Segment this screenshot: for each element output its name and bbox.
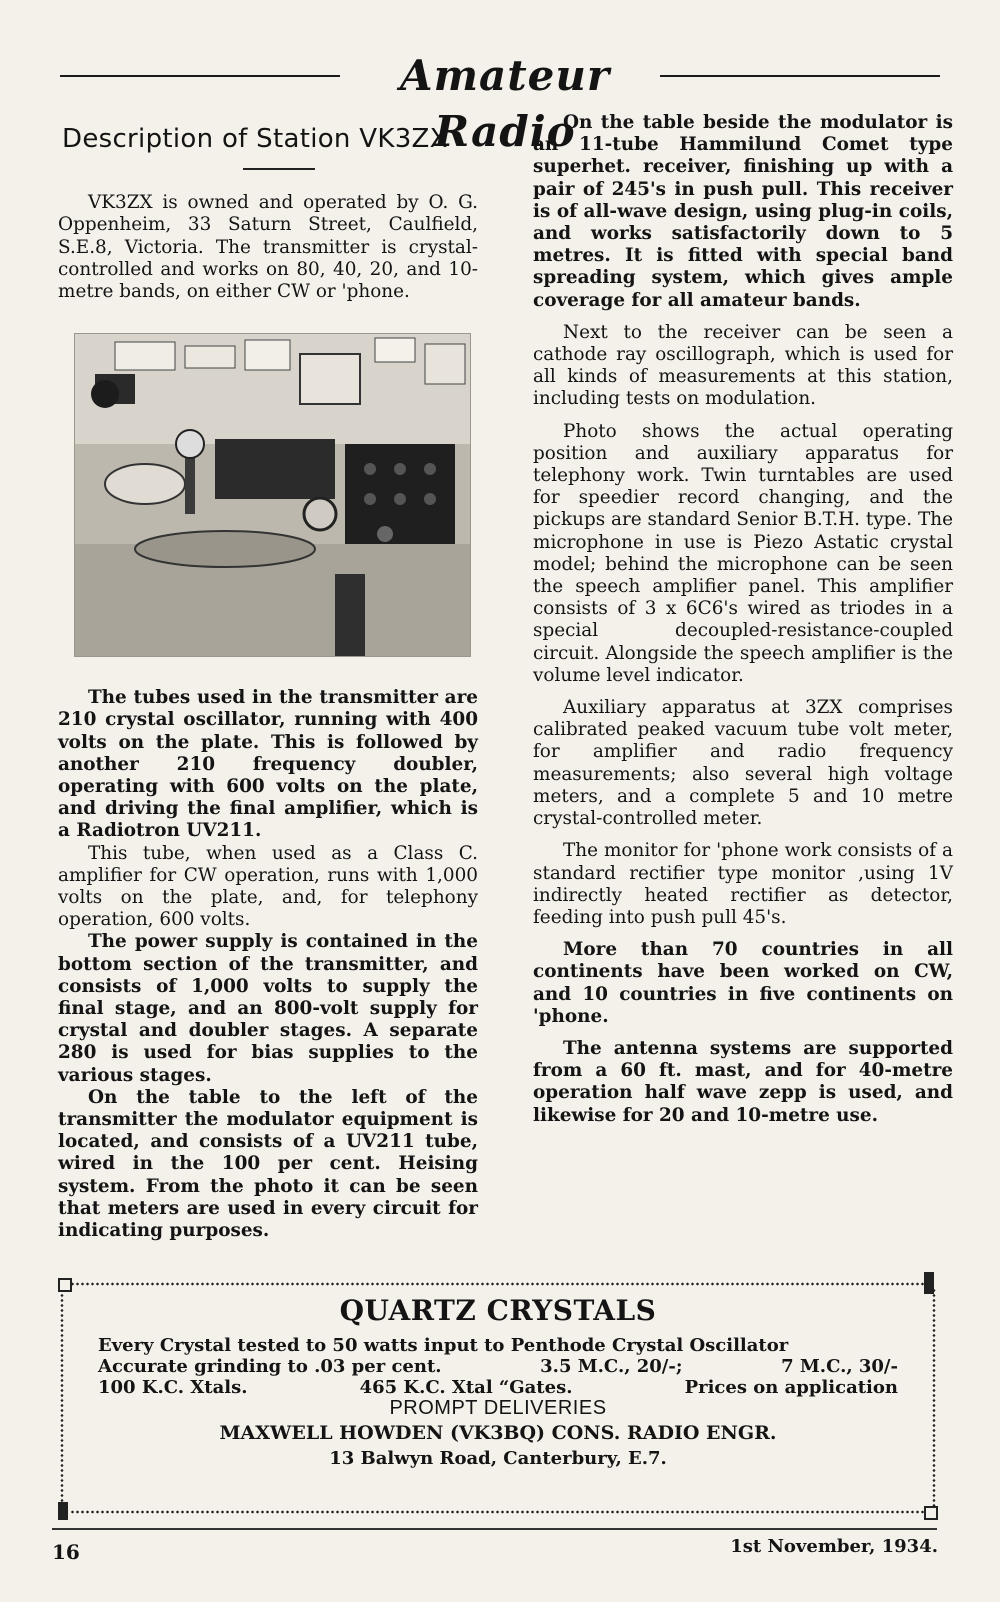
footer-rule — [52, 1528, 937, 1530]
heading-divider — [243, 168, 315, 170]
advert-corner — [58, 1278, 72, 1292]
right-paragraph: Next to the receiver can be seen a cathode ray oscillograph, which is used for all kinds of measurements at this station, including tests on modulation. — [533, 321, 953, 410]
page-number: 16 — [52, 1540, 80, 1564]
advert-line: 100 K.C. Xtals. — [98, 1377, 248, 1398]
masthead-rule-left — [60, 75, 340, 77]
right-paragraph: Photo shows the actual operating position and auxiliary apparatus for telephony work. Twin turntables are used for speedier record changing, and the pickups are standard Senior B.T.H. type. The microphone in use is Piezo Astatic crystal model; behind the microphone can be seen the speech amplifier panel. This amplifier consists of 3 x 6C6's wired as triodes in a special decoupled-resistance-coupled circuit. Alongside the speech amplifier is the volume level indicator. — [533, 420, 953, 686]
station-photo — [74, 333, 471, 657]
advert-title: QUARTZ CRYSTALS — [339, 1294, 657, 1327]
advert-border-top — [70, 1282, 926, 1286]
article-intro: VK3ZX is owned and operated by O. G. Oppenheim, 33 Saturn Street, Caulfield, S.E.8, Victoria. The transmitter is crystal-controlled and works on 80, 40, 20, and 10-metre bands, on either CW or 'phone. — [58, 192, 478, 303]
left-paragraph: The power supply is contained in the bottom section of the transmitter, and consists of 1,000 volts to supply the final stage, and an 800-volt supply for crystal and doubler stages. A separate 280 is used for bias supplies to the various stages. — [58, 931, 478, 1086]
advert-corner — [924, 1272, 934, 1294]
right-paragraph: The antenna systems are supported from a 60 ft. mast, and for 40-metre operation half wave zepp is used, and likewise for 20 and 10-metre use. — [533, 1037, 953, 1126]
left-paragraph: This tube, when used as a Class C. amplifier for CW operation, runs with 1,000 volts on the plate, and, for telephony operation, 600 volts. — [58, 842, 478, 931]
advert-price-row — [98, 1356, 898, 1377]
right-column — [533, 112, 953, 1127]
issue-date: 1st November, 1934. — [730, 1536, 938, 1557]
advert-line: 465 K.C. Xtal “Gates. — [359, 1377, 573, 1398]
advert-corner — [58, 1502, 68, 1520]
advert-corner — [924, 1506, 938, 1520]
advert-line: MAXWELL HOWDEN (VK3BQ) CONS. RADIO ENGR. — [219, 1422, 777, 1444]
left-paragraph: The tubes used in the transmitter are 210 crystal oscillator, running with 400 volts on the plate. This is followed by another 210 frequency doubler, operating with 600 volts on the plate, and driving the final amplifier, which is a Radiotron UV211. — [58, 687, 478, 842]
advert-line: 3.5 M.C., 20/-; — [540, 1356, 683, 1377]
advert-line: 7 M.C., 30/- — [781, 1356, 898, 1377]
left-column — [58, 120, 478, 1242]
advert-line: PROMPT DELIVERIES — [389, 1397, 607, 1419]
right-paragraph: The monitor for 'phone work consists of a standard rectifier type monitor ,using 1V indirectly heated rectifier as detector, feeding into push pull 45's. — [533, 840, 953, 928]
advert-body — [98, 1288, 898, 1469]
advert-line: 13 Balwyn Road, Canterbury, E.7. — [329, 1448, 667, 1469]
advert-border-right — [932, 1288, 936, 1510]
advert-border-bottom — [70, 1510, 926, 1514]
right-paragraph: Auxiliary apparatus at 3ZX comprises calibrated peaked vacuum tube volt meter, for amplifier and radio frequency measurements; also several high voltage meters, and a complete 5 and 10 metre crystal-controlled meter. — [533, 697, 953, 830]
quartz-crystals-advert — [58, 1278, 938, 1518]
masthead-title: Amateur Radio — [399, 51, 611, 156]
article-heading: Description of Station VK3ZX — [62, 124, 448, 154]
advert-line: Accurate grinding to .03 per cent. — [98, 1356, 442, 1377]
right-paragraph: On the table beside the modulator is an 11-tube Hammilund Comet type superhet. receiver, finishing up with a pair of 245's in push pull. This receiver is of all-wave design, using plug-in coils, and works satisfactorily down to 5 metres. It is fitted with special band spreading system, which gives ample coverage for all amateur bands. — [533, 112, 953, 311]
advert-price-row — [98, 1377, 898, 1398]
masthead-rule-right — [660, 75, 940, 77]
advert-line: Prices on application — [684, 1377, 898, 1398]
advert-line: Every Crystal tested to 50 watts input to Penthode Crystal Oscillator — [98, 1335, 789, 1356]
right-paragraph: More than 70 countries in all continents have been worked on CW, and 10 countries in five continents on 'phone. — [533, 939, 953, 1027]
advert-border-left — [60, 1288, 64, 1510]
left-paragraph: On the table to the left of the transmitter the modulator equipment is located, and consists of a UV211 tube, wired in the 100 per cent. Heising system. From the photo it can be seen that meters are used in every circuit for indicating purposes. — [58, 1086, 478, 1242]
